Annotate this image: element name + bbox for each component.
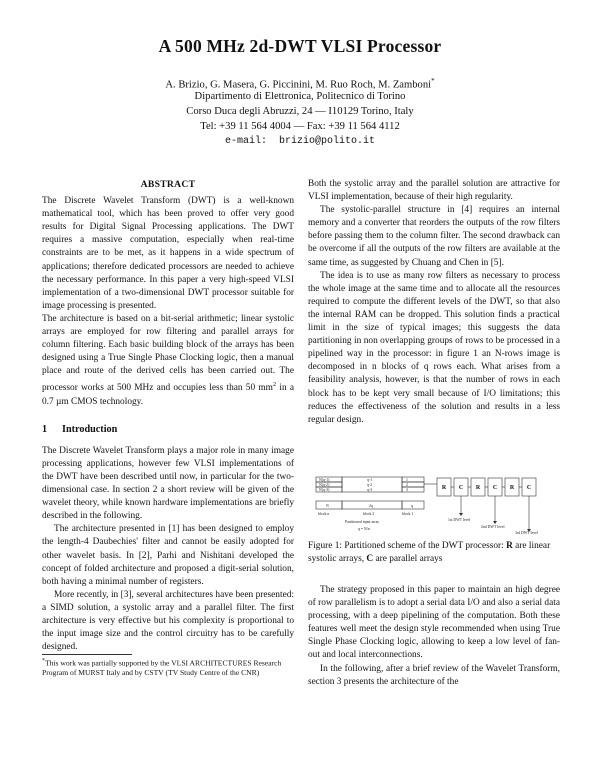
caption-text: Figure 1: Partitioned scheme of the DWT processor:	[308, 541, 507, 551]
body-paragraph: Both the systolic array and the parallel solution are attractive for VLSI implementation, because of their high regularity.	[308, 179, 560, 203]
row-index: 3	[406, 488, 408, 492]
array-label-C: C	[458, 485, 464, 491]
caption-symbol-C: C	[366, 554, 374, 565]
row-index: 1	[406, 478, 408, 482]
array-label-C: C	[526, 485, 532, 491]
intro-paragraph: The Discrete Wavelet Transform plays a major role in many image processing applications, however few VLSI implementations of the DWT have been described until now, in particular for the two-dimensional case. In section 2 a short review will be given of the wavelet theory, while known hardware implementations are briefly described in the following.	[42, 445, 294, 522]
abstract-paragraph: The Discrete Wavelet Transform (DWT) is a well-known mathematical tool, which has been proved to offer very good results for Digital Signal Processing applications. The DWT requires a massive computation, especially when real-time constraints are to be met, as it happens in a wide spectrum of applications; therefore dedicated processors are needed to achieve the necessary performance. In this paper a very high-speed VLSI implementation of a two-dimensional DWT processor suitable for image processing is presented.	[42, 196, 294, 311]
contact-email	[0, 134, 600, 149]
block-label: block 2	[363, 512, 375, 516]
footnote-text: This work was partially supported by the VLSI ARCHITECTURES Research Program of MURST Italy and by CSTV (TV Study Centre of the CNR)	[42, 658, 282, 678]
block-box	[316, 501, 342, 509]
abstract-text-end: in a 0.7 µm CMOS technology.	[42, 383, 294, 407]
body-paragraph: In the following, after a brief review of the Wavelet Transform, section 3 presents the architecture of the	[308, 663, 560, 687]
right-column-top	[308, 178, 560, 427]
array-label-R: R	[509, 485, 515, 491]
row-label: q-2	[367, 483, 373, 487]
intro-paragraph: More recently, in [3], several architectures have been presented: a SIMD solution, a systolic array and a parallel filter. The first architecture is very effective but his complexity is proportional to the input image size and the control circuitry has to be carefully designed.	[42, 589, 294, 653]
abstract-heading: ABSTRACT	[140, 179, 196, 190]
section-heading-introduction	[42, 423, 294, 436]
caption-text: are parallel arrays	[373, 554, 443, 565]
author-footnote-mark: *	[431, 77, 435, 85]
abstract-text: The architecture is based on a bit-serial arithmetic; linear systolic arrays are employed for row filtering and parallel arrays for column filtering. Each basic building block of the arrays has been designed using a True Single Phase Clocking logic, then a manual place and route of the derived cells has been carried out. The processor works at 500 MHz and occupies less than 50 mm	[42, 313, 294, 394]
body-paragraph: The strategy proposed in this paper to maintain an high degree of row parallelism is to adopt a serial data I/O and also a serial data processing, with a deep pipelining of the computation. Both these features well meet the design style recommended when using True Single Phase Clocking logic, allowing to keep a low level of fan-out and local interconnections.	[308, 585, 560, 661]
address: Corso Duca degli Abruzzi, 24 — I10129 Torino, Italy	[186, 106, 414, 117]
body-paragraph: The idea is to use as many row filters as necessary to process the whole image at the same time and to allocate all the resources required to compute the different levels of the DWT, so that also the internal RAM can be dropped. This solution finds a practical limit in the size of typical images; this suggests the data partitioning in non overlapping groups of rows to be processed in a pipelined way in the processor: in figure 1 an N-rows image is decomposed in n blocks of q rows each. What arises from a feasibility analysis, however, is that the number of rows in each block has to be kept very small because of I/O limitations; this reduces the effectiveness of the solution and results in a less regular design.	[308, 270, 560, 425]
block-size-label: q	[411, 504, 413, 508]
paper-title: A 500 MHz 2d-DWT VLSI Processor	[158, 36, 442, 56]
body-paragraph: The systolic-parallel structure in [4] requires an internal memory and a converter that reorders the outputs of the row filters before passing them to the column filter. The second drawback can be overcome if all the outputs of the row filters are available at the same time, as suggested by Chuang and Chen in [5].	[308, 205, 560, 268]
footnote	[42, 657, 294, 678]
arrow-head	[493, 521, 497, 524]
row-label: q-1	[367, 478, 373, 482]
dwt-level-label: 3rd DWT level	[515, 531, 538, 534]
caption-symbol-R: R	[506, 541, 513, 551]
array-label-C: C	[492, 485, 498, 491]
footnote-mark: *	[42, 658, 45, 664]
authors: A. Brizio, G. Masera, G. Piccinini, M. Ruo Roch, M. Zamboni	[165, 79, 432, 91]
abstract-paragraph	[42, 313, 294, 409]
figure-1-caption	[308, 540, 560, 566]
email-address[interactable]: brizio@polito.it	[279, 136, 376, 147]
footnote-rule	[42, 654, 132, 655]
row-index: 2	[406, 483, 408, 487]
section-title: Introduction	[62, 423, 118, 435]
affiliation: Dipartimento di Elettronica, Politecnico di Torino	[194, 91, 406, 102]
left-column	[42, 178, 294, 654]
arrow-head	[459, 513, 463, 516]
block-label: block 1	[402, 512, 414, 516]
email-label: e-mail:	[224, 136, 267, 147]
caption-text: are linear systolic arrays,	[308, 541, 551, 565]
row-label: N(q-2)	[319, 483, 330, 487]
row-label: q-3	[367, 488, 373, 492]
row-label: N(q-1)	[319, 478, 330, 482]
array-label-R: R	[475, 485, 481, 491]
block-label: block n	[318, 512, 330, 516]
superscript: 2	[272, 381, 277, 389]
dwt-level-label: 2nd DWT level	[481, 525, 505, 529]
intro-paragraph: The architecture presented in [1] has been designed to employ the length-4 Daubechies' filter and cannot be easily adopted for other wavelet basis. In [2], Parhi and Nishitani developed the concept of folded architecture and proposed a digit-serial solution, both having a minimal number of registers.	[42, 524, 294, 587]
dwt-level-label: 1st DWT level	[448, 518, 471, 522]
section-number: 1	[42, 423, 48, 435]
array-label-R: R	[441, 485, 447, 491]
figure-1-diagram	[308, 472, 560, 534]
block-box	[402, 501, 424, 509]
partition-label: Partitioned input array	[345, 520, 380, 524]
right-column-bottom	[308, 584, 560, 689]
block-size-label: 2q	[369, 504, 373, 508]
contact-phone: Tel: +39 11 564 4004 — Fax: +39 11 564 4112	[200, 121, 400, 132]
block-size-label: N	[326, 504, 329, 508]
q-formula: q = N/n	[358, 527, 370, 531]
row-label: N(q-3)	[319, 488, 330, 492]
